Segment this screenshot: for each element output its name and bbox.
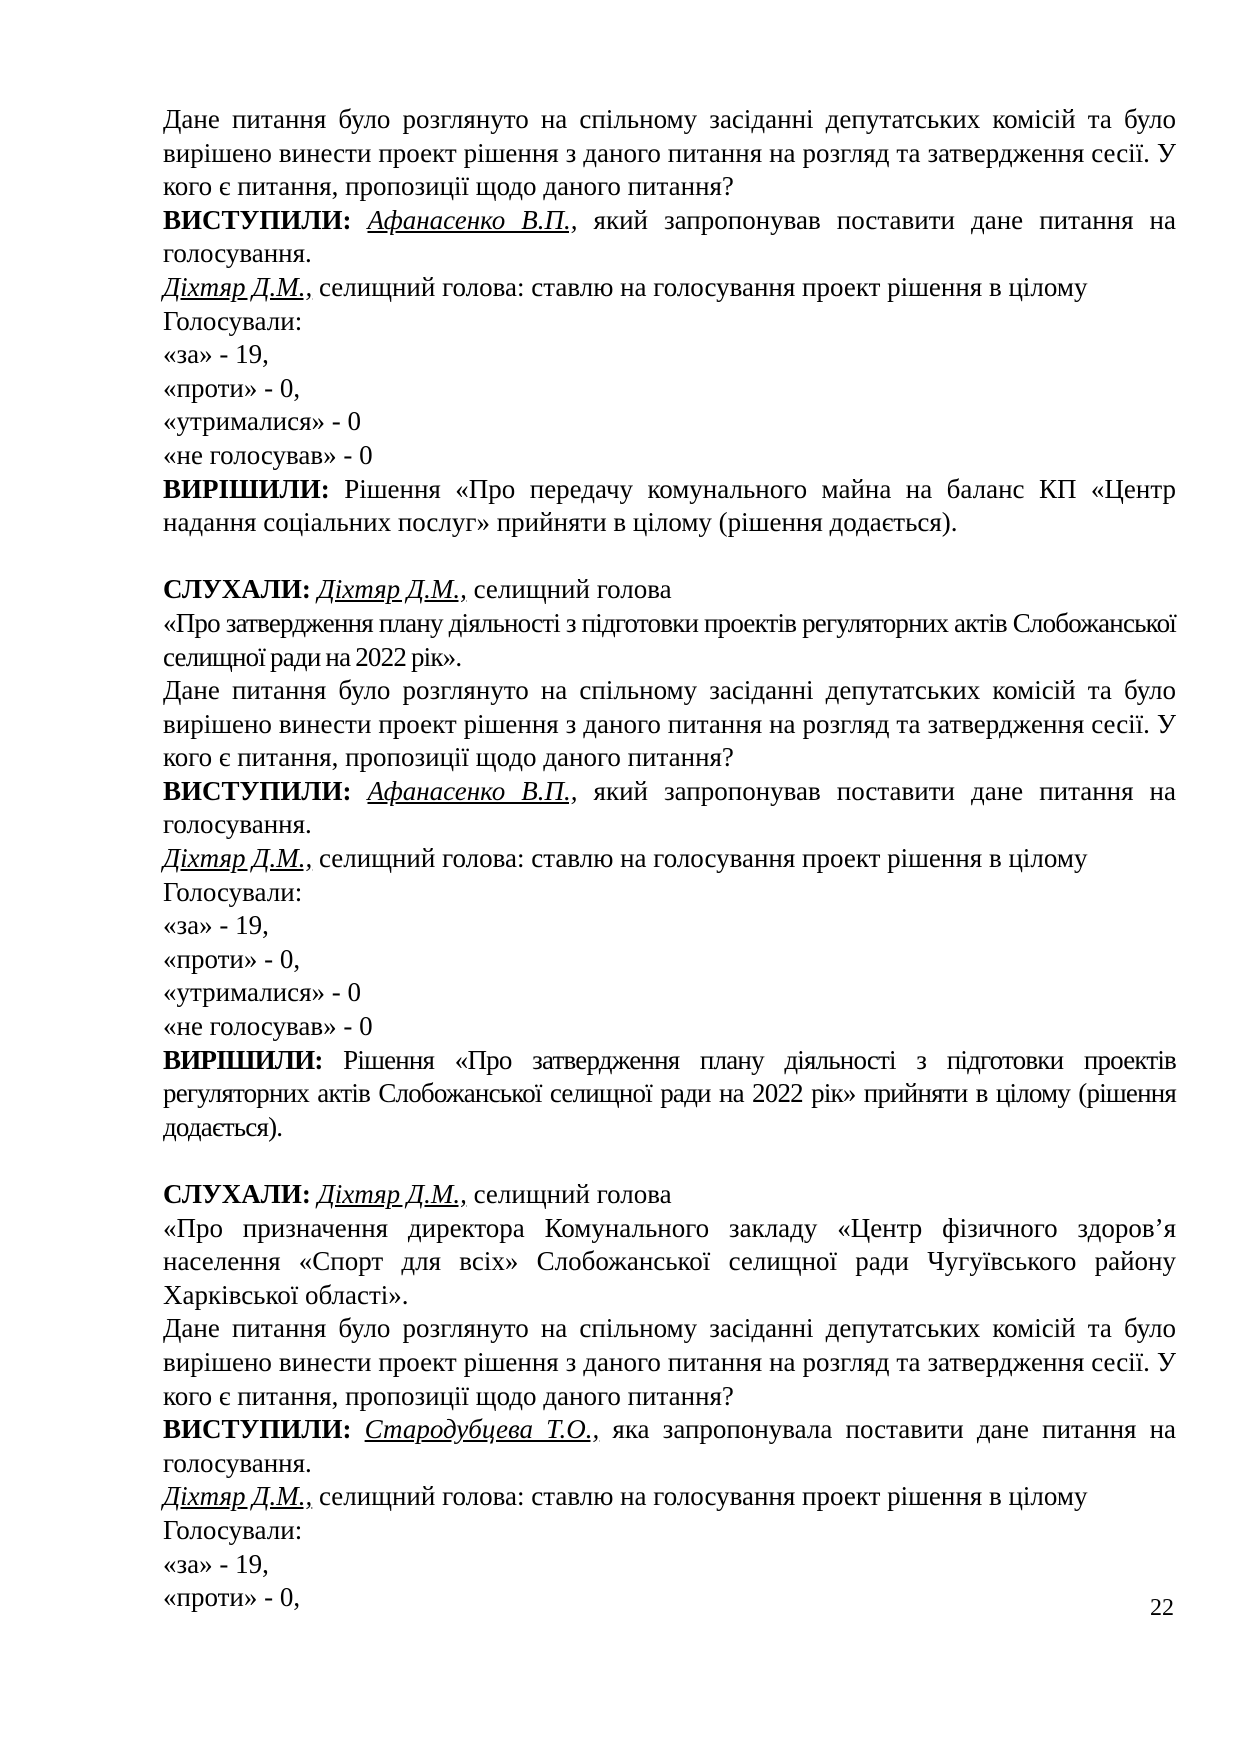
document-page	[163, 103, 1176, 1615]
heard-name: Діхтяр Д.М.,	[317, 1179, 467, 1209]
vote-not-voted: «не голосував» - 0	[163, 439, 373, 470]
page-number: 22	[1150, 1595, 1174, 1621]
spoke-paragraph	[163, 1413, 1176, 1480]
vote-abstained: «утрималися» - 0	[163, 406, 362, 437]
spoke-label: ВИСТУПИЛИ:	[163, 204, 352, 235]
discussion-text: Дане питання було розглянуто на спільному засіданні депутатських комісій та було вирішено винести проект рішення з даного питання на розгляд та затвердження сесії. У кого є питання, пропозиції щодо даного питання?	[163, 104, 1176, 202]
spoke-label: ВИСТУПИЛИ:	[163, 775, 352, 806]
vote-against: «проти» - 0,	[163, 372, 301, 403]
decided-paragraph	[163, 1044, 1176, 1145]
heard-role: селищний голова	[466, 1179, 672, 1209]
section-gap	[163, 540, 1176, 574]
decided-paragraph	[163, 473, 1176, 540]
decided-text: Рішення «Про передачу комунального майна на баланс КП «Центр надання соціальних послуг» прийняти в цілому (рішення додається).	[163, 473, 1176, 538]
chair-name: Діхтяр Д.М.,	[163, 271, 313, 302]
chair-text: селищний голова: ставлю на голосування проект рішення в цілому	[312, 271, 1088, 302]
speaker-name: Афанасенко В.П.,	[367, 775, 578, 806]
heard-line	[163, 1178, 1176, 1212]
voted-label: Голосували:	[163, 1514, 303, 1545]
spoke-text: який запропонував поставити дане питання на голосування.	[163, 204, 1176, 269]
heard-label: СЛУХАЛИ:	[163, 1179, 311, 1209]
chair-line	[163, 271, 1176, 305]
discussion-text: Дане питання було розглянуто на спільному засіданні депутатських комісій та було вирішено винести проект рішення з даного питання на розгляд та затвердження сесії. У кого є питання, пропозиції щодо даного питання?	[163, 1313, 1176, 1411]
decided-label: ВИРІШИЛИ:	[163, 473, 330, 504]
heard-name: Діхтяр Д.М.,	[317, 574, 467, 605]
chair-name: Діхтяр Д.М.,	[163, 1481, 313, 1512]
spoke-paragraph	[163, 775, 1176, 842]
chair-line	[163, 842, 1176, 876]
vote-not-voted: «не голосував» - 0	[163, 1011, 373, 1042]
vote-against: «проти» - 0,	[163, 1582, 301, 1613]
section-gap	[163, 1144, 1176, 1178]
spoke-text: яка запропонувала поставити дане питання на голосування.	[163, 1414, 1177, 1478]
chair-name: Діхтяр Д.М.,	[163, 843, 313, 874]
discussion-text: Дане питання було розглянуто на спільному засіданні депутатських комісій та було вирішено винести проект рішення з даного питання на розгляд та затвердження сесії. У кого є питання, пропозиції щодо даного питання?	[163, 675, 1176, 773]
decided-text: Рішення «Про затвердження плану діяльності з підготовки проектів регуляторних актів Слобожанської селищної ради на 2022 рік» прийняти в цілому (рішення додається).	[163, 1044, 1176, 1142]
chair-line	[163, 1480, 1176, 1514]
spoke-label: ВИСТУПИЛИ:	[163, 1414, 352, 1445]
decided-label: ВИРІШИЛИ:	[163, 1044, 323, 1075]
vote-for: «за» - 19,	[163, 1548, 269, 1579]
spoke-text: який запропонував поставити дане питання на голосування.	[163, 775, 1176, 840]
spoke-paragraph	[163, 204, 1176, 271]
chair-text: селищний голова: ставлю на голосування проект рішення в цілому	[312, 843, 1088, 874]
speaker-name: Афанасенко В.П.,	[367, 204, 578, 235]
vote-for: «за» - 19,	[163, 339, 269, 370]
voted-label: Голосували:	[163, 876, 303, 907]
vote-for: «за» - 19,	[163, 910, 269, 941]
heard-label: СЛУХАЛИ:	[163, 574, 311, 605]
vote-abstained: «утрималися» - 0	[163, 977, 362, 1008]
heard-line	[163, 573, 1176, 607]
topic-text: «Про затвердження плану діяльності з підготовки проектів регуляторних актів Слобожанської селищної ради на 2022 рік».	[163, 607, 1176, 672]
heard-role: селищний голова	[466, 574, 672, 605]
speaker-name: Стародубцева Т.О.,	[364, 1414, 600, 1445]
voted-label: Голосували:	[163, 305, 303, 336]
chair-text: селищний голова: ставлю на голосування проект рішення в цілому	[312, 1481, 1088, 1512]
topic-text: «Про призначення директора Комунального закладу «Центр фізичного здоров’я населення «Спорт для всіх» Слобожанської селищної ради Чугуївського району Харківської області».	[163, 1212, 1176, 1310]
vote-against: «проти» - 0,	[163, 943, 301, 974]
